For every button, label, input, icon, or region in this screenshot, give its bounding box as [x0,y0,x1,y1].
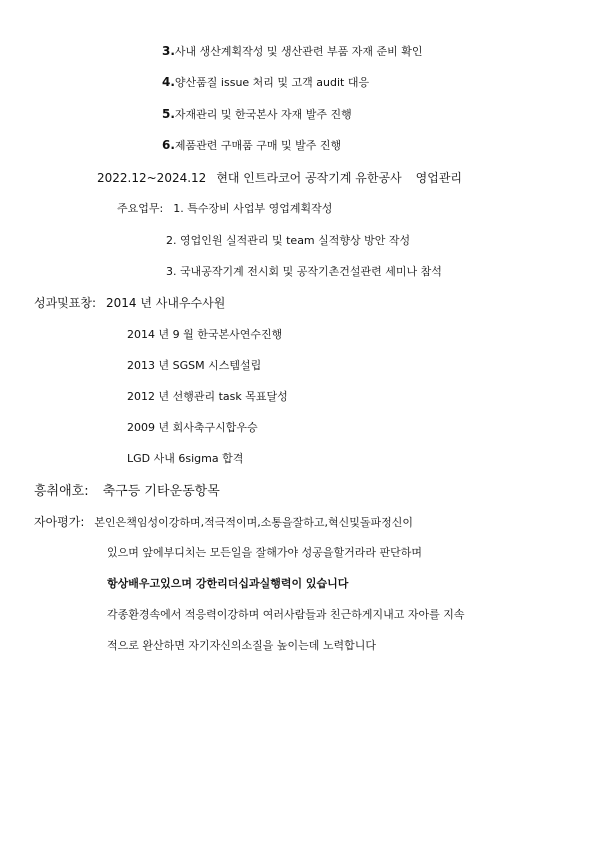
duties-label: 주요업무: [117,202,164,215]
achievement-item: LGD 사내 6sigma 합격 [127,452,244,465]
duties-line [117,203,332,214]
duty-text: 양산품질 issue 처리 및 고객 audit 대응 [174,76,370,89]
achievement-line [127,360,261,371]
duty-number: 6. [162,138,175,152]
hobby-label: 흥취애호: [34,484,89,499]
self-eval-line [107,547,422,558]
achievement-item: 2013 년 SGSM 시스템설립 [127,359,262,372]
career-header [97,172,462,184]
achievement-line [127,422,258,433]
self-eval-text: 있으며 앞에부디치는 모든일을 잘해가야 성공을할거라라 판단하며 [107,546,423,559]
duty-text: 제품관련 구매품 구매 및 발주 진행 [174,139,342,152]
self-eval-text: 각종환경속에서 적응력이강하며 여러사람들과 친근하게지내고 자아를 지속 [107,608,465,621]
duty-item [162,45,423,57]
hobby-line [34,485,220,498]
self-eval-text: 항상배우고있으며 강한리더십과실행력이 있습니다 [107,577,349,590]
self-eval-line [107,578,348,589]
career-position: 영업관리 [415,171,463,185]
duties-line [166,266,442,277]
duty-item [162,76,369,88]
duty-number: 3. [162,44,175,58]
duty-number: 4. [162,75,175,89]
duty-text: 2. 영업인원 실적관리 및 team 실적향상 방안 작성 [166,234,411,247]
duty-text: 1. 특수장비 사업부 영업계획작성 [173,202,333,215]
achievement-item: 2014 년 9 월 한국본사연수진행 [127,328,283,341]
duties-line [166,235,410,246]
hobby-text: 축구등 기타운동항목 [102,484,220,499]
achievement-line [127,453,243,464]
career-period: 2022.12~2024.12 [97,171,207,185]
duty-number: 5. [162,107,175,121]
self-eval-line [107,640,376,651]
duty-text: 3. 국내공작기계 전시회 및 공작기촌건설관련 세미나 참석 [166,265,442,278]
duty-text: 자재관리 및 한국본사 자재 발주 진행 [174,108,352,121]
career-company: 현대 인트라코어 공작기계 유한공사 [216,171,402,185]
self-eval-line [107,609,465,620]
achievement-item: 2009 년 회사축구시합우승 [127,421,258,434]
achievement-item: 2012 년 선행관리 task 목표달성 [127,390,288,403]
achievement-line [34,297,225,309]
achievement-item: 2014 년 사내우수사원 [106,296,226,310]
achievement-line [127,391,288,402]
achievement-line [127,329,282,340]
achievements-label: 성과및표창: [34,296,97,310]
duty-item [162,108,352,120]
self-eval-text: 적으로 완산하면 자기자신의소질을 높이는데 노력합니다 [107,639,377,652]
duty-text: 사내 생산계획작성 및 생산관련 부품 자재 준비 확인 [174,45,423,58]
self-eval-text: 본인은책임성이강하며,적극적이며,소통을잘하고,혁신및돌파정신이 [94,516,414,529]
self-eval-label: 자아평가: [34,515,85,529]
duty-item [162,139,341,151]
self-eval-line [34,516,413,528]
